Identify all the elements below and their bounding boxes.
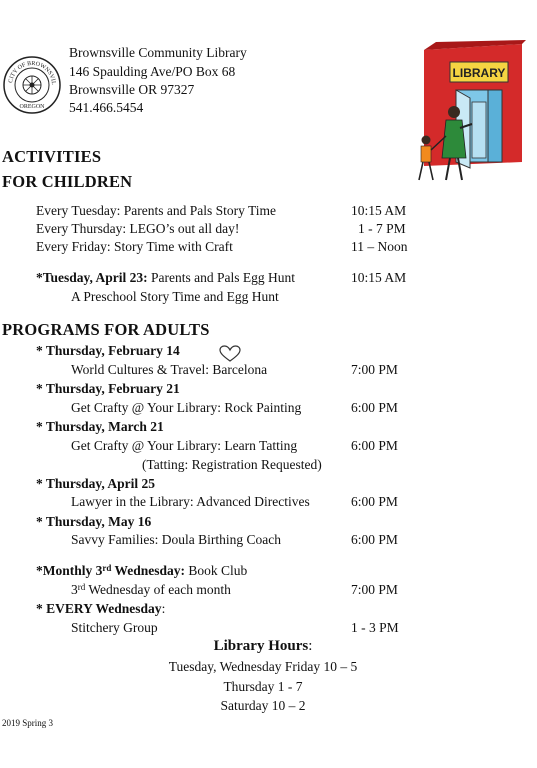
svg-text:CITY OF BROWNSVILLE: CITY OF BROWNSVIL xyxy=(8,60,57,86)
library-sign: LIBRARY xyxy=(452,66,506,80)
weekly-event-title: Stitchery Group xyxy=(71,620,158,635)
event-time: 6:00 PM xyxy=(351,494,398,509)
special-event xyxy=(36,270,295,286)
city-seal-logo xyxy=(2,55,62,115)
adults-heading: PROGRAMS FOR ADULTS xyxy=(2,320,210,339)
special-event-date: *Tuesday, April 23: xyxy=(36,270,148,285)
event-note: (Tatting: Registration Requested) xyxy=(142,457,322,472)
hours-line: Thursday 1 - 7 xyxy=(223,679,303,694)
weekly-event-time: 1 - 3 PM xyxy=(351,620,399,635)
special-event-time: 10:15 AM xyxy=(351,270,407,285)
event-title: Get Crafty @ Your Library: Rock Painting xyxy=(71,400,302,415)
event-date: * Thursday, March 21 xyxy=(36,419,164,434)
street-address: 146 Spaulding Ave/PO Box 68 xyxy=(69,64,236,79)
children-heading-line1: ACTIVITIES xyxy=(2,147,102,166)
monthly-event xyxy=(36,563,247,579)
special-event-title: Parents and Pals Egg Hunt xyxy=(147,270,296,285)
event-date: * Thursday, April 25 xyxy=(36,476,156,491)
children-activity-time: 1 - 7 PM xyxy=(358,221,406,236)
monthly-event-time: 7:00 PM xyxy=(351,582,398,597)
hours-line: Tuesday, Wednesday Friday 10 – 5 xyxy=(168,659,358,674)
children-activity-time: 10:15 AM xyxy=(351,203,407,218)
event-title: Savvy Families: Doula Birthing Coach xyxy=(71,532,281,547)
event-title: Lawyer in the Library: Advanced Directives xyxy=(71,494,310,509)
monthly-event-title: Book Club xyxy=(185,563,248,578)
children-activity-time: 11 – Noon xyxy=(351,239,408,254)
svg-text:OREGON: OREGON xyxy=(19,104,45,110)
event-time: 7:00 PM xyxy=(351,362,398,377)
event-time: 6:00 PM xyxy=(351,438,398,453)
footer-text: 2019 Spring 3 xyxy=(2,718,54,728)
monthly-event-date: *Monthly 3rd Wednesday: xyxy=(36,563,186,578)
heart-icon xyxy=(219,345,241,363)
special-event-subtitle: A Preschool Story Time and Egg Hunt xyxy=(71,289,279,304)
hours-title: Library Hours: xyxy=(213,638,313,654)
weekly-event-date: * EVERY Wednesday: xyxy=(36,601,166,616)
monthly-event-subtitle: 3rd Wednesday of each month xyxy=(71,582,231,597)
library-door-illustration xyxy=(410,40,528,190)
event-title: Get Crafty @ Your Library: Learn Tatting xyxy=(71,438,298,453)
event-title: World Cultures & Travel: Barcelona xyxy=(71,362,268,377)
event-date: * Thursday, February 21 xyxy=(36,381,180,396)
children-activity-label: Every Tuesday: Parents and Pals Story Time xyxy=(36,203,277,218)
children-activity-label: Every Thursday: LEGO’s out all day! xyxy=(36,221,240,236)
event-time: 6:00 PM xyxy=(351,532,398,547)
children-heading-line2: FOR CHILDREN xyxy=(2,172,133,191)
hours-line: Saturday 10 – 2 xyxy=(220,698,306,713)
phone-number: 541.466.5454 xyxy=(69,100,144,115)
library-name: Brownsville Community Library xyxy=(69,45,247,60)
children-activity-label: Every Friday: Story Time with Craft xyxy=(36,239,233,254)
event-date: * Thursday, February 14 xyxy=(36,343,180,358)
city-state-zip: Brownsville OR 97327 xyxy=(69,82,195,97)
event-time: 6:00 PM xyxy=(351,400,398,415)
event-date: * Thursday, May 16 xyxy=(36,514,152,529)
